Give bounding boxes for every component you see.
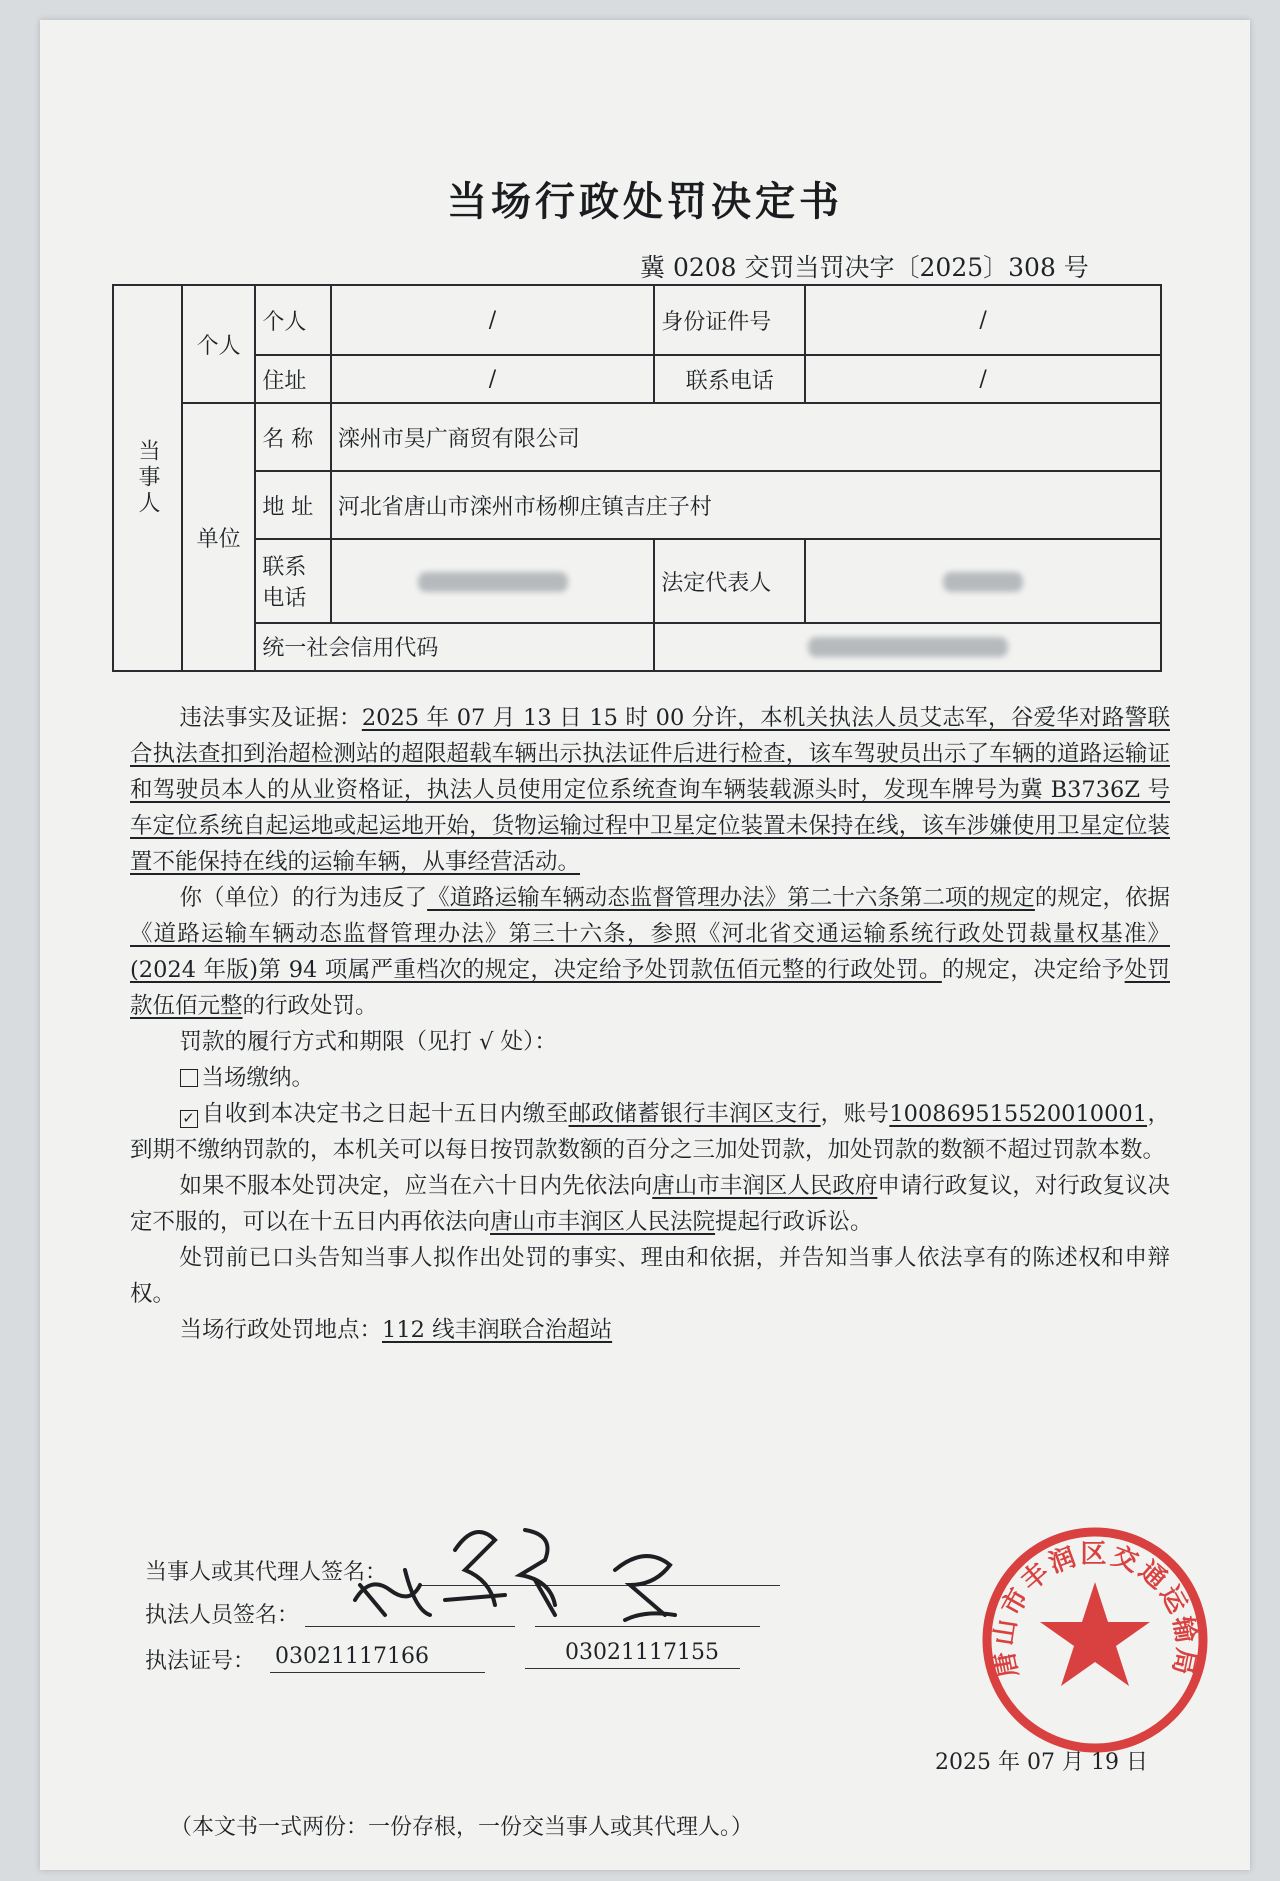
cert-number-2: 03021117155: [565, 1640, 719, 1665]
facts-label: 违法事实及证据：: [179, 705, 362, 731]
location-line: [130, 1312, 1170, 1348]
review-government: 唐山市丰润区人民政府: [652, 1173, 878, 1199]
unit-name-label: 名 称: [255, 403, 330, 471]
party-group-label: 当事人: [113, 285, 182, 671]
payment-heading: 罚款的履行方式和期限（见打 √ 处）：: [179, 1029, 557, 1055]
violation-mid: 的规定，依据: [1034, 885, 1170, 911]
signature-strokes: [355, 1530, 675, 1620]
unit-name-value: 滦州市昊广商贸有限公司: [331, 403, 1161, 471]
review-p1: 如果不服本处罚决定，应当在六十日内先依法向: [179, 1173, 653, 1199]
party-info-table: [112, 284, 1162, 672]
violation-paragraph: [130, 880, 1170, 1024]
violation-prefix: 你（单位）的行为违反了: [179, 885, 428, 911]
checkbox-checked-icon: ✓: [180, 1110, 198, 1128]
seal-text: 唐山市丰润区交通运输局: [989, 1539, 1201, 1681]
person-name-value: /: [331, 285, 654, 355]
bank-name: 邮政储蓄银行丰润区支行: [568, 1101, 821, 1127]
unit-phone-label: 联系电话: [255, 539, 330, 622]
official-seal: [975, 1520, 1215, 1760]
credit-code-value: [654, 623, 1161, 671]
location-label: 当场行政处罚地点：: [179, 1317, 383, 1343]
payment-option2-suffix: ，到期不缴纳罚款的，本机关可以每日按罚款数额的百分之三加处罚款，加处罚款的数额不超过罚款本数。: [130, 1101, 1170, 1163]
account-number: 100869515520010001: [889, 1101, 1148, 1127]
checkbox-unchecked-icon: [180, 1069, 198, 1087]
payment-option-onsite: [130, 1060, 1170, 1096]
id-value: /: [805, 285, 1161, 355]
review-paragraph: [130, 1168, 1170, 1240]
individual-label: 个人: [182, 285, 255, 403]
issue-date: 2025 年 07 月 19 日: [935, 1750, 1148, 1775]
unit-address-value: 河北省唐山市滦州市杨柳庄镇吉庄子村: [331, 471, 1161, 539]
document-page: [40, 20, 1250, 1870]
redacted-name: [943, 572, 1023, 592]
person-name-label: 个人: [255, 285, 330, 355]
page-title: 当场行政处罚决定书: [447, 179, 843, 225]
redacted-credit-code: [808, 637, 1008, 657]
payment-option2-prefix: 自收到本决定书之日起十五日内缴至: [201, 1101, 569, 1127]
handwritten-signatures: [315, 1490, 735, 1630]
phone-label: 联系电话: [654, 355, 805, 403]
phone-value: /: [805, 355, 1161, 403]
unit-label: 单位: [182, 403, 255, 671]
violated-law: 《道路运输车辆动态监督管理办法》第二十六条第二项的规定: [427, 885, 1035, 911]
account-label: ，账号: [820, 1101, 890, 1127]
redacted-phone: [418, 572, 568, 592]
legal-rep-value: [805, 539, 1161, 622]
facts-text: 2025 年 07 月 13 日 15 时 00 分许，本机关执法人员艾志军，谷爱华对路警联合执法查扣到治超检测站的超限超载车辆出示执法证件后进行检查，该车驾驶员出示了车辆的道路运输证和驾驶员本人的从业资格证，执法人员使用定位系统查询车辆装载源头时，发现车牌号为冀 B3736Z 号车定位系统自起运地或起运地开始，货物运输过程中卫星定位装置未保持在线，该车涉嫌使用卫星定位装置不能保持在线的运输车辆，从事经营活动。: [130, 705, 1170, 875]
cert2-line: [525, 1668, 740, 1669]
credit-code-label: 统一社会信用代码: [255, 623, 654, 671]
footnote: （本文书一式两份：一份存根，一份交当事人或其代理人。）: [170, 1815, 754, 1840]
notice-paragraph: 处罚前已口头告知当事人拟作出处罚的事实、理由和依据，并告知当事人依法享有的陈述权和申辩权。: [130, 1245, 1170, 1307]
id-label: 身份证件号: [654, 285, 805, 355]
facts-paragraph: [130, 700, 1170, 880]
legal-basis: 《道路运输车辆动态监督管理办法》第三十六条，参照《河北省交通运输系统行政处罚裁量权基准》(2024 年版)第 94 项属严重档次的规定，决定给予处罚款伍佰元整的行政处罚。: [130, 921, 1170, 983]
penalty: 处罚款伍佰元整: [130, 957, 1170, 1019]
legal-rep-label: 法定代表人: [654, 539, 805, 622]
officer-signature-label: 执法人员签名：: [145, 1603, 300, 1628]
unit-phone-value: [331, 539, 654, 622]
document-number: 冀 0208 交罚当罚决字〔2025〕308 号: [640, 253, 1089, 282]
review-court: 唐山市丰润区人民法院: [490, 1209, 716, 1235]
review-p2: 申请行政复议，对行政复议决定不服的，可以在十五日内再依法向: [130, 1173, 1170, 1235]
cert-label: 执法证号：: [145, 1649, 256, 1674]
violation-mid2: 的规定，决定给予: [941, 957, 1125, 983]
location-value: 112 线丰润联合治超站: [382, 1317, 613, 1343]
payment-option-bank: [130, 1096, 1170, 1168]
cert1-line: [270, 1672, 485, 1673]
address-label: 住址: [255, 355, 330, 403]
violation-suffix: 的行政处罚。: [242, 993, 378, 1019]
unit-address-label: 地 址: [255, 471, 330, 539]
cert-number-1: 03021117166: [275, 1644, 429, 1669]
document-body: [130, 700, 1170, 1348]
payment-option1-label: 当场缴纳。: [201, 1065, 315, 1091]
review-p3: 提起行政诉讼。: [715, 1209, 873, 1235]
party-signature-label: 当事人或其代理人签名：: [145, 1560, 388, 1585]
seal-star-icon: [1040, 1582, 1150, 1686]
address-value: /: [331, 355, 654, 403]
